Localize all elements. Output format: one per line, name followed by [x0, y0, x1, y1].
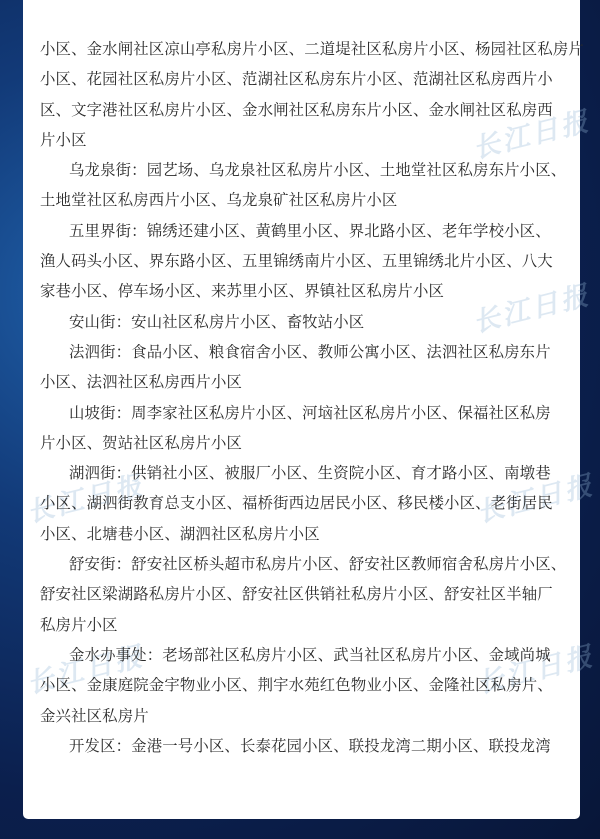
watermark: 长江日报 — [23, 469, 148, 529]
street-heading-line: 安山街：安山社区私房片小区、畜牧站小区 — [69, 312, 365, 331]
street-heading-line: 乌龙泉街：园艺场、乌龙泉社区私房片小区、土地堂社区私房东片小区、 — [69, 161, 567, 180]
text-line: 片小区 — [40, 130, 87, 149]
text-line: 小区、法泗社区私房西片小区 — [40, 373, 243, 392]
street-heading-line: 五里界街：锦绣还建小区、黄鹤里小区、界北路小区、老年学校小区、 — [69, 221, 551, 240]
text-line: 小区、金水闸社区凉山亭私房片小区、二道堤社区私房片小区、杨园社区私房片 — [40, 40, 584, 58]
street-heading-line: 金水办事处：老场部社区私房片小区、武当社区私房片小区、金域尚城 — [69, 645, 551, 664]
document-page — [23, 0, 598, 819]
document-body — [40, 34, 584, 761]
street-heading-line: 开发区：金港一号小区、长泰花园小区、联投龙湾二期小区、联投龙湾 — [69, 736, 551, 755]
watermark: 长江日报 — [473, 469, 598, 529]
text-line: 舒安社区梁湖路私房片小区、舒安社区供销社私房片小区、舒安社区半轴厂 — [40, 585, 553, 604]
text-line: 小区、金康庭院金宇物业小区、荆宇水苑红色物业小区、金隆社区私房片、 — [40, 676, 553, 695]
text-line: 小区、北塘巷小区、湖泗社区私房片小区 — [40, 524, 320, 543]
street-heading-line: 湖泗街：供销社小区、被服厂小区、生资院小区、育才路小区、南墩巷 — [69, 464, 551, 483]
text-line: 区、文字港社区私房片小区、金水闸社区私房东片小区、金水闸社区私房西 — [40, 100, 553, 119]
text-line: 金兴社区私房片 — [40, 706, 149, 725]
street-heading-line: 山坡街：周李家社区私房片小区、河垴社区私房片小区、保福社区私房 — [69, 403, 551, 422]
street-heading-line: 法泗街：食品小区、粮食宿舍小区、教师公寓小区、法泗社区私房东片 — [69, 342, 551, 361]
text-line: 片小区、贺站社区私房片小区 — [40, 433, 243, 452]
watermark: 长江日报 — [473, 640, 598, 700]
text-line: 渔人码头小区、界东路小区、五里锦绣南片小区、五里锦绣北片小区、八大 — [40, 252, 553, 271]
watermark: 长江日报 — [23, 640, 148, 700]
watermark: 长江日报 — [469, 105, 594, 165]
text-line: 小区、花园社区私房片小区、范湖社区私房东片小区、范湖社区私房西片小 — [40, 70, 553, 89]
text-line: 土地堂社区私房西片小区、乌龙泉矿社区私房片小区 — [40, 191, 398, 210]
text-line: 私房片小区 — [40, 615, 118, 634]
text-line: 小区、湖泗街教育总支小区、福桥街西边居民小区、移民楼小区、老街居民 — [40, 494, 553, 513]
text-line: 家巷小区、停车场小区、来苏里小区、界镇社区私房片小区 — [40, 282, 445, 301]
street-heading-line: 舒安街：舒安社区桥头超市私房片小区、舒安社区教师宿舍私房片小区、 — [69, 555, 567, 574]
watermark: 长江日报 — [469, 279, 594, 339]
